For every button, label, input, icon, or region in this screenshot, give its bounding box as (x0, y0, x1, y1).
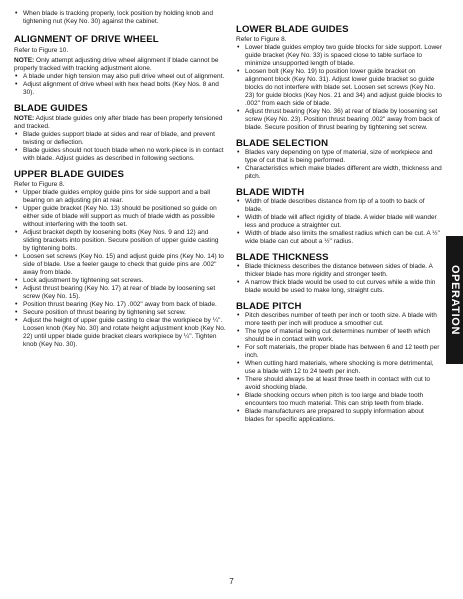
bullet-item: • Blade shocking occurs when pitch is too large and blade tooth encounters too much material. This can strip teeth from blade. (236, 392, 443, 408)
section-upper-blade-guides (14, 169, 227, 349)
bullet-item: • Upper guide bracket (Key No. 13) should be positioned so guide on either side of blade will support as much of blade width as possible without interfering with the tooth set. (14, 205, 227, 229)
bullet-item: • Blade guides should not touch blade when no work-piece is in contact with blade. Adjust guides as described in following sections. (14, 147, 227, 163)
section-blade-width (236, 187, 443, 246)
right-column (236, 0, 443, 424)
section-heading: ALIGNMENT OF DRIVE WHEEL (14, 34, 159, 45)
bullet-item: • When cutting hard materials, where shocking is more detrimental, use a blade with 12 to 24 teeth per inch. (236, 360, 443, 376)
section-heading: UPPER BLADE GUIDES (14, 169, 125, 180)
section-heading: LOWER BLADE GUIDES (236, 24, 349, 35)
figure-reference: Refer to Figure 8. (14, 181, 65, 188)
bullet-item: • The type of material being cut determines number of teeth which should be in contact with work. (236, 328, 443, 344)
bullet-item: • Blades vary depending on type of material, size of workpiece and type of cut that is being performed. (236, 149, 443, 165)
bullet-item: • For soft materials, the proper blade has between 6 and 12 teeth per inch. (236, 344, 443, 360)
note-label: NOTE: (14, 57, 35, 64)
bullet-list (236, 44, 443, 132)
bullet-item: • When blade is tracking properly, lock position by holding knob and tightening nut (Key No. 30) against the cabinet. (14, 10, 227, 26)
bullet-item: • Blade thickness describes the distance between sides of blade. A thicker blade has more rigidity and stronger teeth. (236, 263, 443, 279)
bullet-item: • Width of blade describes distance from tip of a tooth to back of blade. (236, 198, 443, 214)
note-text: Adjust blade guides only after blade has been properly tensioned and tracked. (14, 115, 223, 130)
side-tab-label-wrap (446, 236, 463, 364)
bullet-item: • Adjust alignment of drive wheel with hex head bolts (Key Nos. 8 and 30). (14, 81, 227, 97)
section-lower-blade-guides (236, 24, 443, 132)
bullet-item: • Width of blade also limits the smallest radius which can be cut. A ½" wide blade can cut about a ½" radius. (236, 230, 443, 246)
bullet-list (236, 149, 443, 181)
bullet-item: • A blade under high tension may also pull drive wheel out of alignment. (14, 73, 227, 81)
section-blade-thickness (236, 252, 443, 295)
bullet-list (236, 312, 443, 424)
figure-reference: Refer to Figure 10. (14, 47, 69, 54)
section-drive-wheel (14, 34, 227, 97)
side-tab-label: OPERATION (448, 265, 461, 335)
bullet-item: • Adjust thrust bearing (Key No. 17) at rear of blade by loosening set screw (Key No. 15). (14, 285, 227, 301)
section-blade-guides (14, 103, 227, 163)
section-heading: BLADE WIDTH (236, 187, 305, 198)
bullet-item: • Adjust thrust bearing (Key No. 36) at rear of blade by loosening set screw (Key No. 23). Position thrust bearing .002" away from back of blade. Secure position of thrust bearing by tightening set screw. (236, 108, 443, 132)
bullet-item: • Position thrust bearing (Key No. 17) .002" away from back of blade. (14, 301, 227, 309)
bullet-item: • Loosen bolt (Key No. 19) to position lower guide bracket on alignment block (Key No. 31). Adjust lower guide bracket so guide blocks do not interfere with blade set. Loosen set screws (Key No. 23) for guide blocks (Key Nos. 21 and 34) and adjust guide blocks to .002" from each side of blade. (236, 68, 443, 108)
bullet-list (236, 198, 443, 246)
bullet-item: • Adjust bracket depth by loosening bolts (Key Nos. 9 and 12) and sliding brackets into position. Secure position of upper guide casting by tightening bolts. (14, 229, 227, 253)
bullet-item: • Pitch describes number of teeth per inch or tooth size. A blade with more teeth per inch will produce a smoother cut. (236, 312, 443, 328)
page-number: 7 (229, 577, 234, 586)
bullet-item: • Loosen set screws (Key No. 15) and adjust guide pins (Key No. 14) to side of blade. Use a feeler gauge to check that guide pins are .002" away from blade. (14, 253, 227, 277)
bullet-list (14, 73, 227, 97)
section-blade-selection (236, 138, 443, 181)
bullet-item: • Lock adjustment by tightening set screws. (14, 277, 227, 285)
section-blade-pitch (236, 301, 443, 424)
left-column (14, 0, 227, 349)
bullet-item: • There should always be at least three teeth in contact with cut to avoid shocking blade. (236, 376, 443, 392)
section-heading: BLADE PITCH (236, 301, 302, 312)
note-paragraph (14, 115, 227, 131)
section-heading: BLADE THICKNESS (236, 252, 329, 263)
bullet-item: • Blade guides support blade at sides and rear of blade, and prevent twisting or deflection. (14, 131, 227, 147)
bullet-list (14, 189, 227, 349)
figure-reference: Refer to Figure 8. (236, 36, 287, 43)
bullet-item: • Blade manufacturers are prepared to supply information about blades for specific applications. (236, 408, 443, 424)
bullet-item: • Upper blade guides employ guide pins for side support and a ball bearing on an adjusting pin at rear. (14, 189, 227, 205)
note-text: Only attempt adjusting drive wheel alignment if blade cannot be properly tracked with tracking adjustment alone. (14, 57, 219, 72)
note-paragraph (14, 57, 227, 73)
note-label: NOTE: (14, 115, 35, 122)
bullet-list (236, 263, 443, 295)
section-heading: BLADE GUIDES (14, 103, 88, 114)
section-heading: BLADE SELECTION (236, 138, 329, 149)
bullet-item: • Secure position of thrust bearing by tightening set screw. (14, 309, 227, 317)
bullet-item: • Characteristics which make blades different are width, thickness and pitch. (236, 165, 443, 181)
bullet-item: • Adjust the height of upper guide casting to clear the workpiece by ¼". Loosen knob (Key No. 30) and rotate height adjustment knob (Key No. 22) until upper blade guide bracket clears workpiece by ¼". Tighten knob (Key No. 30). (14, 317, 227, 349)
intro-bullet-list (14, 10, 227, 26)
bullet-list (14, 131, 227, 163)
bullet-item: • Width of blade will affect rigidity of blade. A wider blade will wander less and produce a straighter cut. (236, 214, 443, 230)
bullet-item: • A narrow thick blade would be used to cut curves while a wide thin blade would be used to make long, straight cuts. (236, 279, 443, 295)
bullet-item: • Lower blade guides employ two guide blocks for side support. Lower guide bracket (Key No. 33) is spaced close to table surface to minimize unsupported length of blade. (236, 44, 443, 68)
